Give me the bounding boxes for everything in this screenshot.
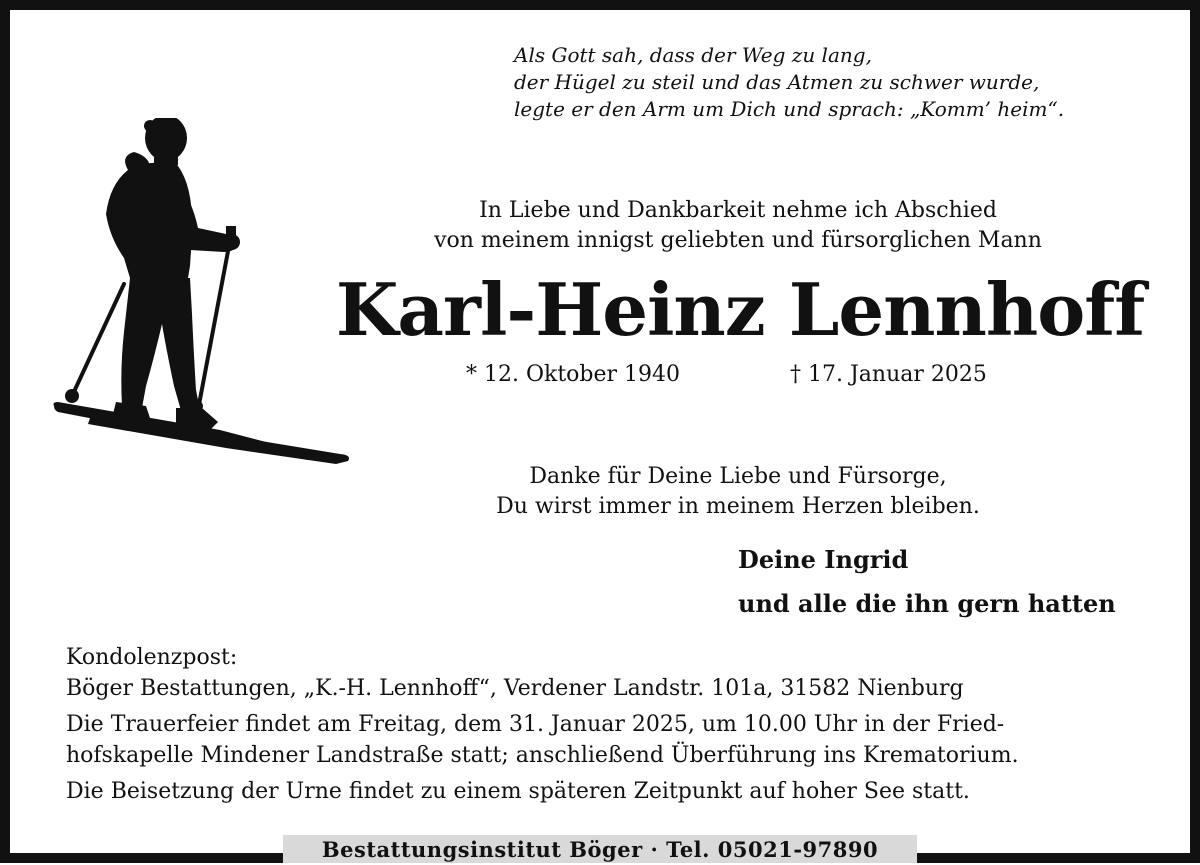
- funeral-home-footer: Bestattungsinstitut Böger · Tel. 05021-97890: [283, 835, 917, 863]
- signature-line-1: Deine Ingrid: [738, 538, 1116, 582]
- poem: [514, 42, 1064, 123]
- deceased-name: Karl-Heinz Lennhoff: [330, 268, 1150, 352]
- poem-line-3: legte er den Arm um Dich und sprach: „Komm’ heim“.: [514, 96, 1064, 123]
- death-date: † 17. Januar 2025: [790, 362, 987, 387]
- poem-line-1: Als Gott sah, dass der Weg zu lang,: [514, 42, 1064, 69]
- border-bottom-left: [0, 853, 283, 863]
- thanks-line-2: Du wirst immer in meinem Herzen bleiben.: [338, 492, 1138, 522]
- border-bottom-right: [917, 853, 1200, 863]
- service-info: [66, 642, 1146, 807]
- skier-silhouette-icon: [50, 118, 360, 478]
- condolence-label: Kondolenzpost:: [66, 642, 1146, 673]
- intro-line-1: In Liebe und Dankbarkeit nehme ich Abschied: [338, 196, 1138, 226]
- ceremony-line-2: hofskapelle Mindener Landstraße statt; anschließend Überführung ins Krematorium.: [66, 740, 1146, 771]
- thanks-text: [338, 462, 1138, 522]
- burial-info: Die Beisetzung der Urne findet zu einem späteren Zeitpunkt auf hoher See statt.: [66, 776, 1146, 807]
- intro-line-2: von meinem innigst geliebten und fürsorglichen Mann: [338, 226, 1138, 256]
- ceremony-line-1: Die Trauerfeier findet am Freitag, dem 31. Januar 2025, um 10.00 Uhr in der Fried-: [66, 709, 1146, 740]
- signature-line-2: und alle die ihn gern hatten: [738, 582, 1116, 626]
- farewell-intro: [338, 196, 1138, 256]
- condolence-address: Böger Bestattungen, „K.-H. Lennhoff“, Verdener Landstr. 101a, 31582 Nienburg: [66, 673, 1146, 704]
- poem-line-2: der Hügel zu steil und das Atmen zu schwer wurde,: [514, 69, 1064, 96]
- signature: [738, 538, 1116, 626]
- thanks-line-1: Danke für Deine Liebe und Fürsorge,: [338, 462, 1138, 492]
- birth-date: * 12. Oktober 1940: [466, 362, 680, 387]
